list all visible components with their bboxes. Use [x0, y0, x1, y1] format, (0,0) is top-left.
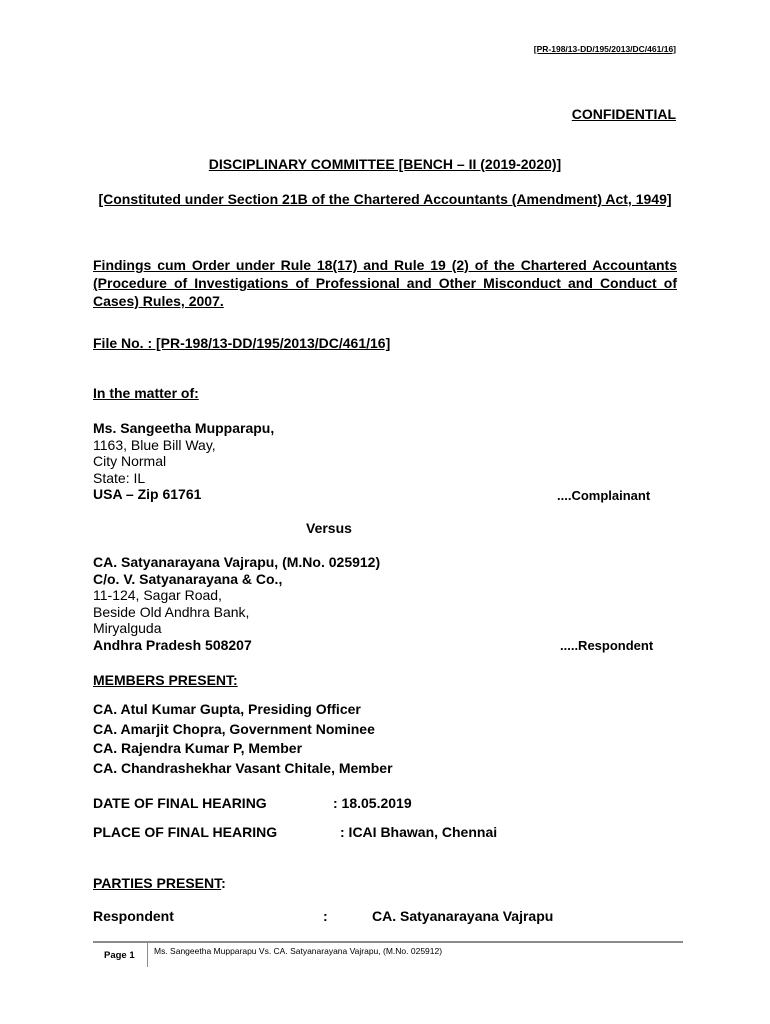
hearing-place-value: : ICAI Bhawan, Chennai	[340, 824, 498, 840]
complainant-address-line: State: IL	[93, 469, 146, 486]
constituted-clause: [Constituted under Section 21B of the Chartered Accountants (Amendment) Act, 1949]	[98, 191, 672, 207]
findings-title: Findings cum Order under Rule 18(17) and Rule 19 (2) of the Chartered Accountants (Procedure of Investigations of Professional and Other Misconduct and Conduct of Cases) Rules, 2007.	[93, 257, 677, 309]
complainant-role: ....Complainant	[557, 488, 651, 503]
respondent-address-block	[93, 554, 380, 653]
parties-present-text: PARTIES PRESENT	[93, 875, 222, 891]
hearing-date-label: DATE OF FINAL HEARING	[93, 795, 267, 811]
hearing-place-label: PLACE OF FINAL HEARING	[93, 824, 278, 840]
complainant-address-block	[93, 420, 274, 503]
parties-present-colon: :	[221, 875, 226, 891]
member-item: CA. Amarjit Chopra, Government Nominee	[93, 720, 375, 737]
member-item: CA. Rajendra Kumar P, Member	[93, 740, 303, 756]
respondent-name: CA. Satyanarayana Vajrapu, (M.No. 025912)	[93, 554, 381, 570]
party-value: CA. Satyanarayana Vajrapu	[372, 908, 554, 924]
complainant-name: Ms. Sangeetha Mupparapu,	[93, 420, 275, 436]
complainant-address-line: City Normal	[93, 453, 167, 469]
in-the-matter-heading: In the matter of:	[93, 385, 199, 401]
member-item: CA. Chandrashekhar Vasant Chitale, Member	[93, 759, 393, 776]
member-item: CA. Atul Kumar Gupta, Presiding Officer	[93, 701, 361, 717]
respondent-state: Andhra Pradesh 508207	[93, 636, 252, 653]
hearing-date-value: : 18.05.2019	[333, 795, 412, 811]
respondent-address-line: Beside Old Andhra Bank,	[93, 603, 250, 620]
footer-separator	[147, 943, 148, 967]
confidential-label: CONFIDENTIAL	[571, 106, 676, 122]
file-number: File No. : [PR-198/13-DD/195/2013/DC/461/16]	[93, 335, 391, 351]
footer-caption: Ms. Sangeetha Mupparapu Vs. CA. Satyanarayana Vajrapu, (M.No. 025912)	[154, 946, 443, 956]
versus-label: Versus	[306, 520, 352, 536]
party-label: Respondent	[93, 908, 174, 924]
members-present-heading: MEMBERS PRESENT:	[93, 672, 238, 688]
respondent-address-line: Miryalguda	[93, 620, 162, 636]
respondent-firm: C/o. V. Satyanarayana & Co.,	[93, 570, 283, 587]
respondent-address-line: 11-124, Sagar Road,	[93, 587, 222, 603]
footer-rule	[93, 941, 683, 943]
party-colon: :	[323, 908, 328, 924]
respondent-role: .....Respondent	[560, 638, 654, 653]
parties-present-heading	[93, 875, 226, 891]
members-list	[93, 700, 393, 778]
footer-page-number: Page 1	[104, 950, 135, 961]
complainant-zip: USA – Zip 61761	[93, 486, 202, 502]
complainant-address-line: 1163, Blue Bill Way,	[93, 436, 216, 453]
header-file-reference: [PR-198/13-DD/195/2013/DC/461/16]	[533, 44, 676, 54]
committee-title: DISCIPLINARY COMMITTEE [BENCH – II (2019-2020)]	[208, 156, 562, 172]
